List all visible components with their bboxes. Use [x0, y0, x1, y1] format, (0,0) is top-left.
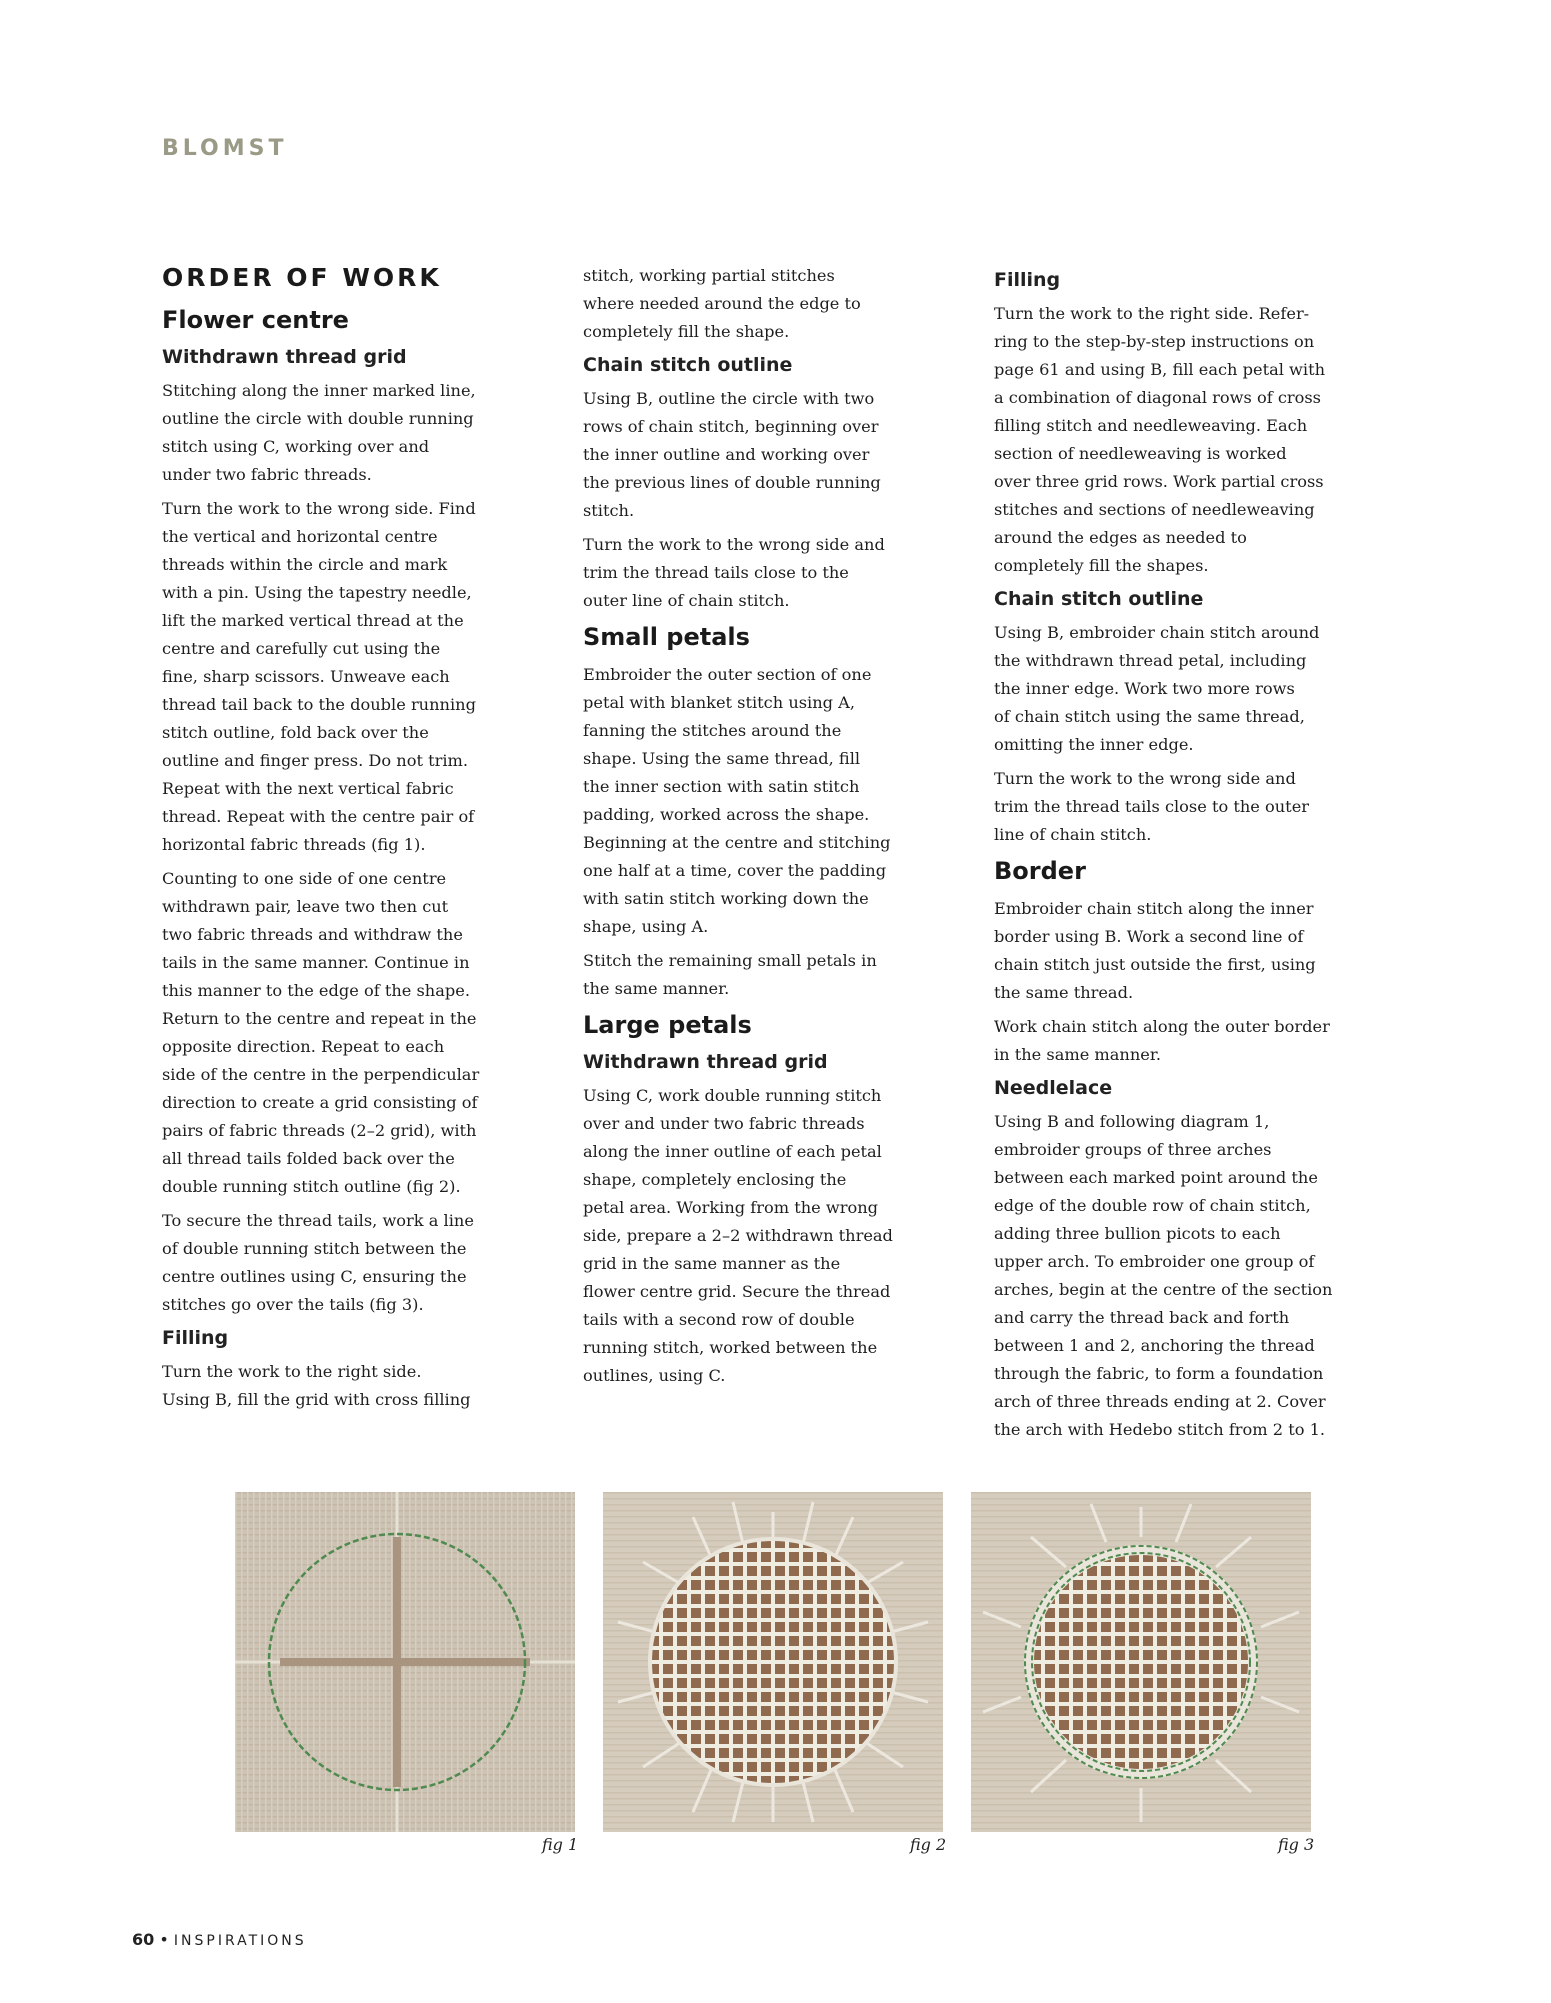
paragraph: stitch, working partial stitches where needed around the edge to completely fill the shape. [583, 266, 861, 341]
border-heading: Border [994, 857, 1086, 885]
figure-1-caption: fig 1 [542, 1835, 579, 1854]
paragraph: Stitching along the inner marked line, outline the circle with double running stitch using C, working over and under two fabric threads. [162, 381, 476, 484]
paragraph: Turn the work to the right side. Refer- ring to the step-by-step instructions on page 61 and using B, fill each petal with a combination of diagonal rows of cross filling stitch and needleweaving. Each section of needleweaving is worked over three grid rows. Work partial cross stitches and sections of needleweaving around the edges as needed to completely fill the shapes. [994, 304, 1326, 575]
magazine-name: INSPIRATIONS [173, 1933, 307, 1949]
paragraph: Work chain stitch along the outer border in the same manner. [994, 1017, 1330, 1064]
paragraph: Using C, work double running stitch over and under two fabric threads along the inner outline of each petal shape, completely enclosing the petal area. Working from the wrong side, prepare a 2–2 withdrawn thread grid in the same manner as the flower centre grid. Secure the thread tails with a second row of double running stitch, worked between the outlines, using C. [583, 1086, 893, 1385]
chain-stitch-outline-heading: Chain stitch outline [583, 354, 793, 376]
paragraph: Turn the work to the right side. Using B, fill the grid with cross filling [162, 1362, 471, 1409]
needlelace-heading: Needlelace [994, 1077, 1113, 1099]
paragraph: Turn the work to the wrong side and trim the thread tails close to the outer line of chain stitch. [994, 769, 1310, 844]
page-footer [132, 1930, 307, 1949]
column-2 [583, 262, 955, 1396]
large-petals-heading: Large petals [583, 1011, 752, 1039]
filling-heading: Filling [162, 1327, 229, 1349]
paragraph: Turn the work to the wrong side. Find the vertical and horizontal centre threads within the circle and mark with a pin. Using the tapestry needle, lift the marked vertical thread at the centre and carefully cut using the fine, sharp scissors. Unweave each thread tail back to the double running stitch outline, fold back over the outline and finger press. Do not trim. Repeat with the next vertical fabric thread. Repeat with the centre pair of horizontal fabric threads (fig 1). [162, 499, 476, 854]
paragraph: Stitch the remaining small petals in the same manner. [583, 951, 877, 998]
paragraph: Turn the work to the wrong side and trim the thread tails close to the outer line of chain stitch. [583, 535, 885, 610]
figure-2-image [603, 1492, 943, 1832]
figure-3-caption: fig 3 [1278, 1835, 1315, 1854]
paragraph: Counting to one side of one centre withdrawn pair, leave two then cut two fabric threads and withdraw the tails in the same manner. Continue in this manner to the edge of the shape. Return to the centre and repeat in the opposite direction. Repeat to each side of the centre in the perpendicular direction to create a grid consisting of pairs of fabric threads (2–2 grid), with all thread tails folded back over the double running stitch outline (fig 2). [162, 869, 480, 1196]
paragraph: Using B and following diagram 1, embroider groups of three arches between each marked point around the edge of the double row of chain stitch, adding three bullion picots to each upper arch. To embroider one group of arches, begin at the centre of the section and carry the thread back and forth between 1 and 2, anchoring the thread through the fabric, to form a foundation arch of three threads ending at 2. Cover the arch with Hedebo stitch from 2 to 1. [994, 1112, 1333, 1439]
withdrawn-thread-grid-heading: Withdrawn thread grid [583, 1051, 828, 1073]
paragraph: Using B, embroider chain stitch around the withdrawn thread petal, including the inner edge. Work two more rows of chain stitch using the same thread, omitting the inner edge. [994, 623, 1320, 754]
paragraph: To secure the thread tails, work a line of double running stitch between the centre outlines using C, ensuring the stitches go over the tails (fig 3). [162, 1211, 474, 1314]
footer-bullet: • [159, 1930, 169, 1949]
small-petals-heading: Small petals [583, 623, 750, 651]
column-1 [162, 262, 534, 1420]
paragraph: Using B, outline the circle with two rows of chain stitch, beginning over the inner outline and working over the previous lines of double running stitch. [583, 389, 881, 520]
page-number: 60 [132, 1930, 155, 1949]
figure-2-caption: fig 2 [910, 1835, 947, 1854]
section-tag: BLOMST [162, 136, 288, 161]
flower-centre-heading: Flower centre [162, 306, 349, 334]
chain-stitch-outline-heading: Chain stitch outline [994, 588, 1204, 610]
paragraph: Embroider chain stitch along the inner border using B. Work a second line of chain stitch just outside the first, using the same thread. [994, 899, 1316, 1002]
order-of-work-heading: ORDER OF WORK [162, 263, 442, 292]
filling-heading: Filling [994, 269, 1061, 291]
column-3 [994, 262, 1366, 1450]
figure-1-image [235, 1492, 575, 1832]
figure-3-image [971, 1492, 1311, 1832]
withdrawn-thread-grid-heading: Withdrawn thread grid [162, 346, 407, 368]
paragraph: Embroider the outer section of one petal with blanket stitch using A, fanning the stitches around the shape. Using the same thread, fill the inner section with satin stitch padding, worked across the shape. Beginning at the centre and stitching one half at a time, cover the padding with satin stitch working down the shape, using A. [583, 665, 891, 936]
